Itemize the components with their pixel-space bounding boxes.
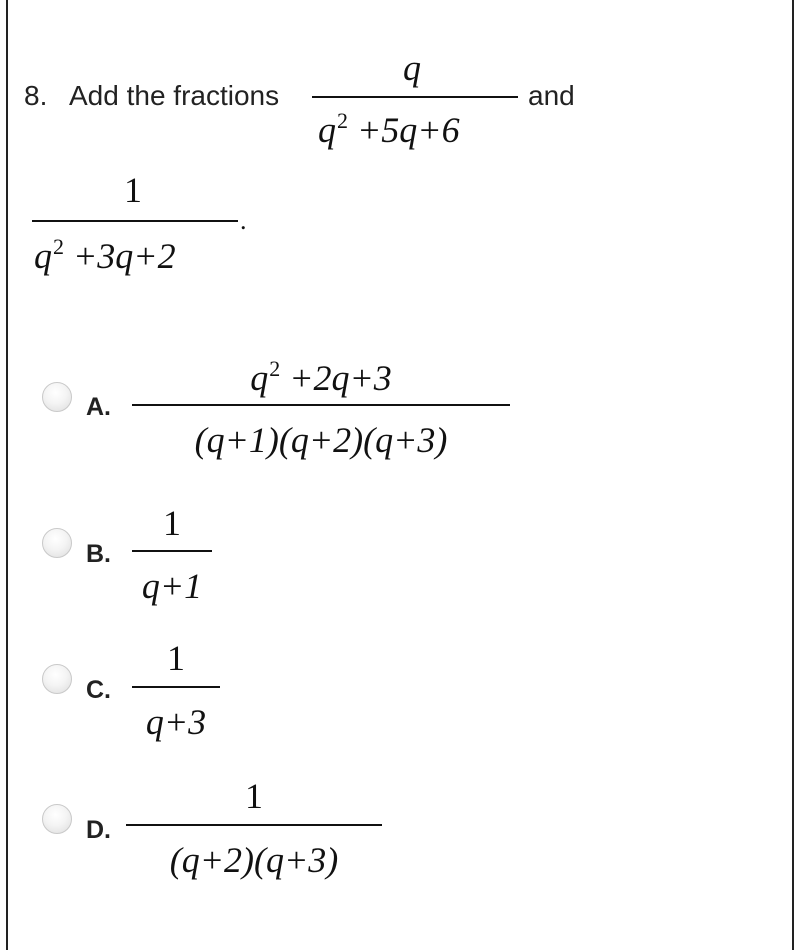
option-c-bar <box>132 686 220 688</box>
question-number: 8. <box>24 80 48 111</box>
fraction-1 <box>312 48 522 88</box>
fraction-2-bar <box>32 220 238 222</box>
option-b-bar <box>132 550 212 552</box>
option-d-denominator: (q+2)(q+3) <box>169 840 339 880</box>
fraction-1-numerator: q <box>403 48 421 88</box>
option-d-numerator: 1 <box>245 776 263 816</box>
option-a-denominator: (q+1)(q+2)(q+3) <box>194 420 448 460</box>
option-c-numerator: 1 <box>167 638 185 678</box>
option-a-label: A. <box>86 393 111 421</box>
option-b-denominator: q+1 <box>141 566 203 606</box>
option-a-bar <box>132 404 510 406</box>
fraction-2-denominator: $q^2 +3q+2$ <box>34 234 176 276</box>
question-card <box>6 0 794 950</box>
question-joiner: and <box>528 80 575 111</box>
option-a-numerator: $q^2 +2q+3$ <box>250 356 392 398</box>
option-c-denominator: q+3 <box>145 702 207 742</box>
fraction-1-denominator: $q^2 +5q+6$ <box>318 108 460 150</box>
question-end-mark: . <box>240 206 247 235</box>
option-b-label: B. <box>86 540 111 568</box>
fraction-2-numerator: 1 <box>124 170 142 210</box>
option-b-radio[interactable] <box>42 528 72 558</box>
option-c-radio[interactable] <box>42 664 72 694</box>
option-c-label: C. <box>86 676 111 704</box>
fraction-1-bar <box>312 96 518 98</box>
option-a-radio[interactable] <box>42 382 72 412</box>
option-d-bar <box>126 824 382 826</box>
option-d-radio[interactable] <box>42 804 72 834</box>
option-b-numerator: 1 <box>163 503 181 543</box>
question-prompt: Add the fractions <box>69 80 280 111</box>
option-d-label: D. <box>86 816 111 844</box>
